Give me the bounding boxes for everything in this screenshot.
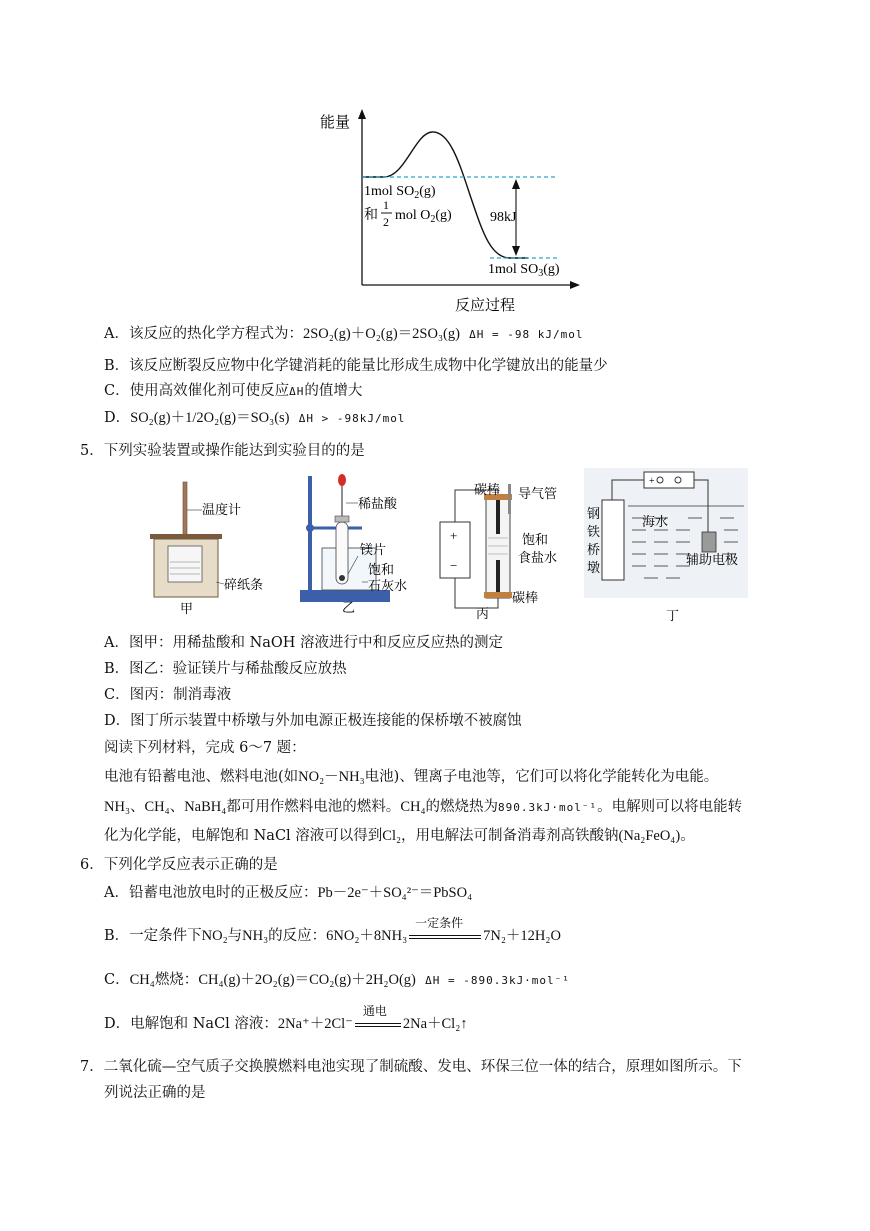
q6-b-pre: B．一定条件下 [104, 928, 202, 944]
q6-option-c [104, 970, 570, 991]
apparatus-yi [292, 470, 442, 618]
q4-option-d [104, 408, 405, 429]
yi-mg-strip [339, 575, 345, 581]
q7-stem-line-1: 7．二氧化硫—空气质子交换膜燃料电池实现了制硫酸、发电、环保三位一体的结合，原理如图所示。下 [80, 1059, 742, 1075]
material-p3-cl2: Cl₂ [382, 828, 402, 844]
jia-thermometer-label: 温度计 [202, 502, 242, 517]
ding-caption: 丁 [666, 608, 680, 623]
q6-b-mid: 与 [227, 928, 243, 944]
q5-stem: 5．下列实验装置或操作能达到实验目的的是 [80, 443, 365, 459]
gap-arrow-up [512, 179, 520, 189]
q6-d-condition: 通电 [362, 1004, 387, 1018]
apparatus-ding [584, 466, 784, 626]
material-paragraph-3 [104, 826, 695, 846]
q6-a-equation: Pb－2e⁻＋SO₄²⁻＝PbSO₄ [317, 885, 473, 901]
q6-a-label: A．铅蓄电池放电时的正极反应： [104, 885, 318, 901]
yi-test-tube [336, 522, 348, 584]
ding-pier-char-4: 墩 [587, 560, 601, 575]
q4-d-equation: SO₂(g)＋1/2O₂(g)＝SO₃(s) [130, 410, 290, 426]
material-paragraph-2 [104, 797, 742, 818]
yi-limewater-label-2: 石灰水 [368, 578, 408, 593]
reactant-o2: mol $O_2(g)$ [395, 208, 452, 225]
q4-d-label: D． [104, 410, 131, 426]
jia-lid [150, 534, 222, 539]
gap-arrow-down [512, 246, 520, 256]
q4-c-pre: C．使用高效催化剂可使反应 [104, 383, 290, 399]
y-axis-label: 能量 [320, 115, 351, 131]
q6-d-label: D．电解饱和 NaCl 溶液： [104, 1016, 278, 1032]
bing-plus: + [450, 528, 458, 543]
q6-stem: 6．下列化学反应表示正确的是 [80, 857, 278, 873]
bing-carbon-top [496, 500, 500, 534]
q4-a-label: A．该反应的热化学方程式为： [104, 326, 303, 342]
q4-c-post: 的值增大 [304, 383, 363, 399]
bing-gas-tube-label: 导气管 [518, 486, 558, 501]
q6-b-no2: NO₂ [201, 928, 228, 944]
x-axis-label: 反应过程 [455, 298, 516, 314]
jia-inner-beaker [168, 546, 202, 582]
reactant-label: 1mol $SO_2(g)$ [364, 184, 436, 201]
q6-d-condition-arrow [353, 1004, 403, 1034]
q6-option-d [104, 1004, 468, 1034]
yi-stopper [335, 516, 349, 522]
q6-d-left: 2Na⁺＋2Cl⁻ [277, 1016, 353, 1032]
material-p1-formula: NO₂－NH₃ [298, 769, 365, 785]
q6-b-left: 6NO₂＋8NH₃ [326, 928, 408, 944]
q6-c-ch4: CH₄ [129, 972, 155, 988]
material-p3-formula: (Na₂FeO₄) [618, 828, 681, 844]
bing-minus: − [450, 558, 458, 573]
q7-stem-line-2: 列说法正确的是 [104, 1085, 206, 1101]
yi-clamp-knob [306, 524, 314, 532]
product-label: 1mol $SO_3(g)$ [488, 262, 560, 279]
q4-a-equation: 2SO₂(g)＋O₂(g)＝2SO₃(g) [302, 326, 460, 342]
q6-c-dh: ΔH = -890.3kJ·mol⁻¹ [425, 974, 570, 987]
x-axis-arrow [570, 281, 580, 289]
q4-option-a [104, 324, 583, 345]
q6-b-double-bar [409, 935, 481, 939]
material-p2-mid2: 的燃烧热为 [425, 799, 499, 815]
q6-b-condition: 一定条件 [415, 916, 464, 930]
yi-rod [308, 476, 312, 592]
q6-c-mid: 燃烧： [154, 972, 199, 988]
q6-option-a [104, 883, 472, 903]
material-paragraph-1 [104, 767, 718, 787]
q5-option-d: D．图丁所示装置中桥墩与外加电源正极连接能的保桥墩不被腐蚀 [104, 713, 522, 729]
q6-b-condition-arrow [407, 916, 483, 946]
q6-b-nh3: NH₃ [242, 928, 269, 944]
ding-aux-label: 辅助电极 [686, 552, 739, 567]
bing-carbon-bottom [496, 560, 500, 592]
q6-d-right: 2Na＋Cl₂↑ [402, 1016, 468, 1032]
ding-pier-char-3: 桥 [587, 542, 601, 557]
q6-b-post: 的反应： [268, 928, 327, 944]
material-p3-pre: 化为化学能，电解饱和 NaCl 溶液可以得到 [104, 828, 383, 844]
q4-option-b: B．该反应断裂反应物中化学键消耗的能量比形成生成物中化学键放出的能量少 [104, 358, 608, 374]
material-p3-mid: ，用电解法可制备消毒剂高铁酸钠 [401, 828, 619, 844]
q5-option-b: B．图乙：验证镁片与稀盐酸反应放热 [104, 661, 347, 677]
material-p2-post: 。电解则可以将电能转 [597, 799, 743, 815]
bing-brine-label-2: 食盐水 [518, 550, 558, 565]
q6-c-label: C． [104, 972, 130, 988]
ding-plus: + [649, 476, 655, 487]
energy-gap-label: 98kJ [490, 210, 517, 225]
material-intro: 阅读下列材料，完成 6～7 题： [104, 740, 306, 756]
q4-option-c [104, 381, 362, 402]
yi-acid-label: 稀盐酸 [358, 496, 398, 511]
bing-brine-label-1: 饱和 [522, 532, 549, 547]
fraction-den: 2 [383, 215, 389, 229]
ding-pier [602, 500, 624, 580]
yi-caption: 乙 [342, 600, 356, 615]
material-p2-formula: NH₃、CH₄、NaBH₄ [104, 799, 227, 815]
bing-bottom-stopper [484, 592, 512, 598]
q4-d-dh: ΔH > -98kJ/mol [298, 412, 406, 425]
material-p3-post: 。 [680, 828, 695, 844]
bing-carbon-top-label: 碳棒 [474, 482, 501, 497]
material-p2-ch4: CH₄ [400, 799, 426, 815]
bing-gas-tube [508, 484, 511, 514]
q6-c-equation: CH₄(g)＋2O₂(g)＝CO₂(g)＋2H₂O(g) [198, 972, 416, 988]
bing-caption: 丙 [476, 606, 490, 620]
jia-caption: 甲 [180, 601, 194, 616]
ding-pier-char-1: 钢 [587, 506, 601, 521]
yi-dropper-bulb [338, 474, 346, 486]
y-axis-arrow [358, 109, 366, 119]
bing-carbon-bottom-label: 碳棒 [512, 590, 539, 605]
energy-diagram [310, 105, 590, 320]
q5-option-c: C．图丙：制消毒液 [104, 687, 232, 703]
q6-option-b [104, 916, 561, 946]
yi-limewater-label-1: 饱和 [368, 562, 395, 577]
q4-c-dh: ΔH [289, 385, 305, 398]
q5-option-a: A．图甲：用稀盐酸和 NaOH 溶液进行中和反应反应热的测定 [104, 635, 504, 651]
material-p2-mid: 都可用作燃料电池的燃料。 [226, 799, 401, 815]
apparatus-bing [436, 474, 586, 620]
ding-pier-char-2: 铁 [587, 524, 601, 539]
reactant-prefix: 和 [364, 208, 378, 223]
q6-b-right: 7N₂＋12H₂O [483, 928, 561, 944]
material-p2-value: 890.3kJ·mol⁻¹ [498, 801, 598, 814]
ding-aux-electrode [702, 532, 716, 552]
material-p1-post: 电池)、锂离子电池等，它们可以将化学能转化为电能。 [364, 769, 719, 785]
yi-mg-label: 镁片 [360, 542, 387, 557]
q6-d-double-bar [355, 1023, 401, 1027]
q4-a-dh: ΔH = -98 kJ/mol [469, 328, 584, 341]
apparatus-jia [140, 478, 280, 618]
fraction-num: 1 [383, 198, 389, 212]
material-p1-pre: 电池有铅蓄电池、燃料电池(如 [104, 769, 299, 785]
jia-paper-label: 碎纸条 [224, 577, 264, 592]
ding-seawater-label: 海水 [642, 514, 669, 529]
